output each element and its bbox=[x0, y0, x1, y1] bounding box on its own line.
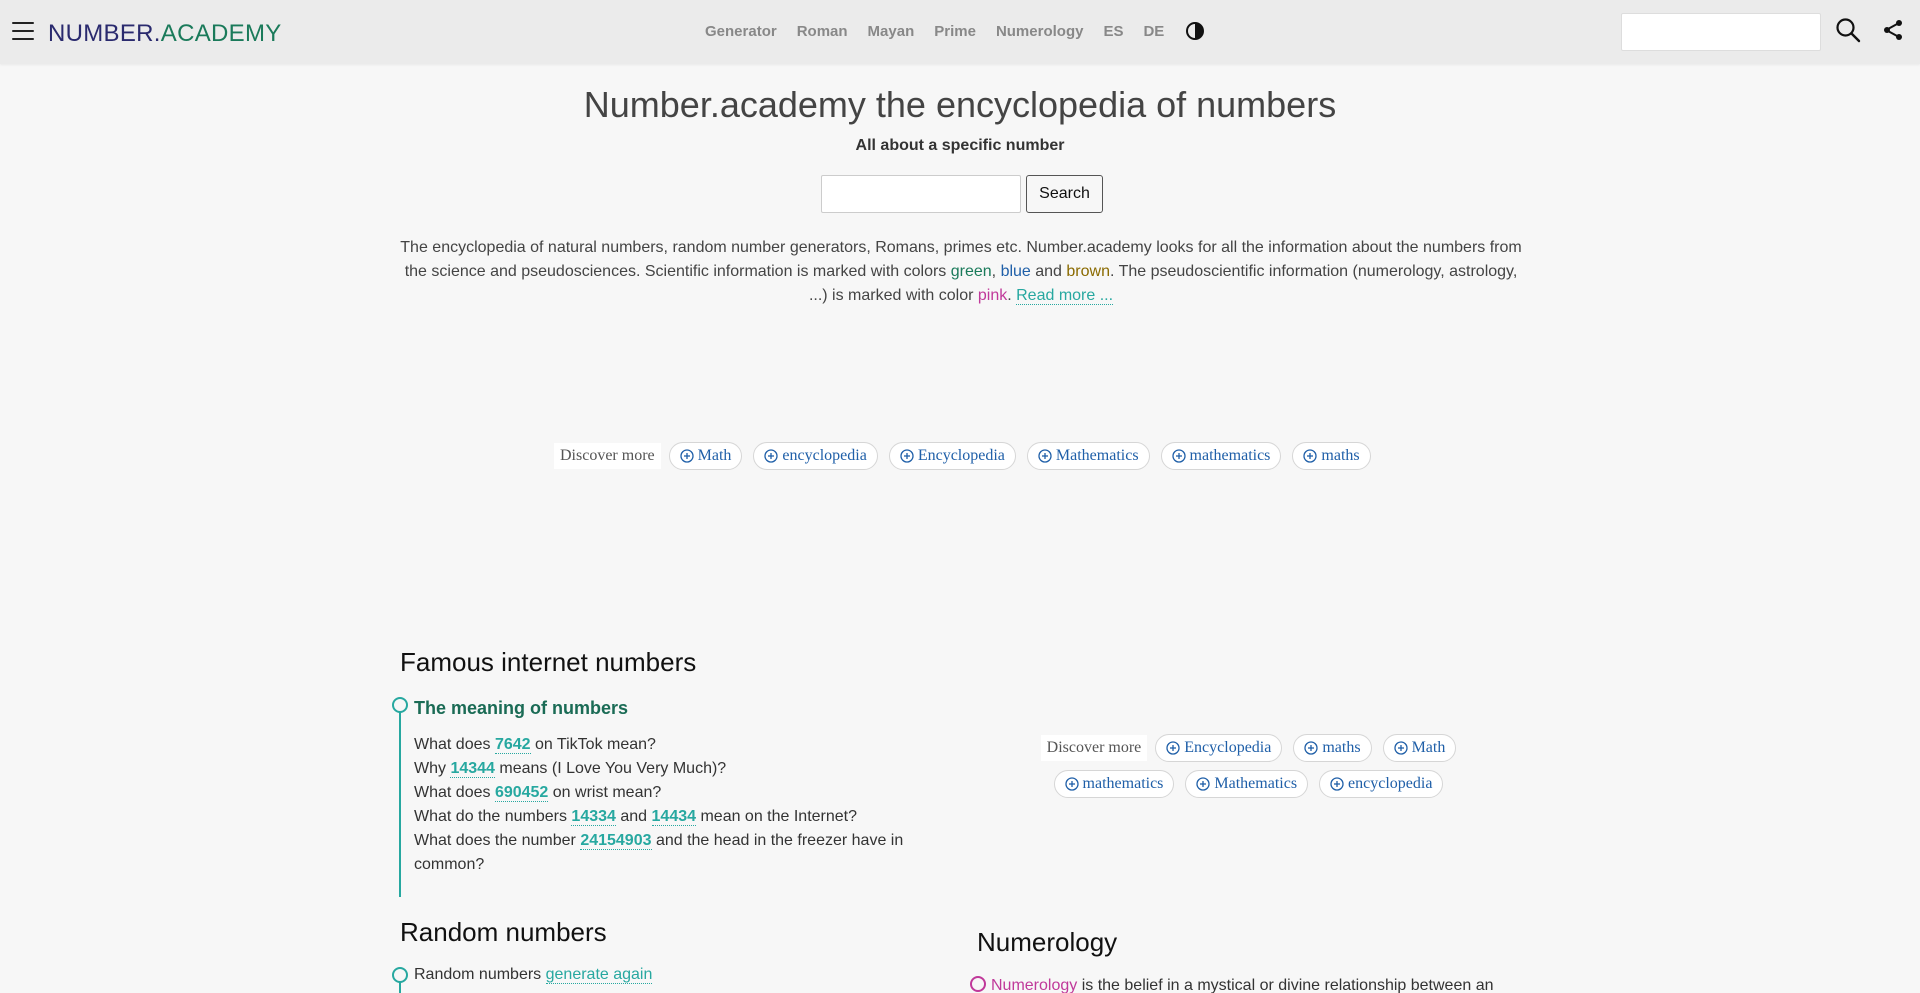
plus-circle-icon bbox=[1330, 777, 1344, 791]
nav-prime[interactable]: Prime bbox=[934, 23, 976, 40]
chip-encyclopedia[interactable] bbox=[753, 442, 877, 470]
plus-circle-icon bbox=[1172, 449, 1186, 463]
search-icon[interactable] bbox=[1835, 17, 1861, 43]
share-icon[interactable] bbox=[1881, 18, 1905, 42]
plus-circle-icon bbox=[1065, 777, 1079, 791]
question-item bbox=[414, 805, 934, 829]
plus-circle-icon bbox=[1303, 449, 1317, 463]
discover-more-1 bbox=[554, 442, 1382, 470]
discover-label: Discover more bbox=[554, 443, 661, 469]
question-text: What does the number bbox=[414, 832, 581, 849]
chip-encyclopedia[interactable] bbox=[1319, 770, 1443, 798]
plus-circle-icon bbox=[1304, 741, 1318, 755]
famous-questions-list bbox=[414, 733, 934, 877]
question-text: Why bbox=[414, 760, 451, 777]
question-text: What do the numbers bbox=[414, 808, 572, 825]
plus-circle-icon bbox=[680, 449, 694, 463]
chip-math[interactable] bbox=[669, 442, 743, 470]
chip-encyclopedia-cap[interactable] bbox=[889, 442, 1016, 470]
plus-circle-icon bbox=[1166, 741, 1180, 755]
plus-circle-icon bbox=[1196, 777, 1210, 791]
question-item bbox=[414, 733, 934, 757]
nav-mayan[interactable]: Mayan bbox=[867, 23, 915, 40]
plus-circle-icon bbox=[1038, 449, 1052, 463]
number-link[interactable]: 690452 bbox=[494, 784, 549, 801]
random-numbers-row bbox=[414, 966, 652, 984]
meaning-subheading: The meaning of numbers bbox=[414, 698, 629, 718]
chip-label: encyclopedia bbox=[1348, 775, 1433, 792]
number-link[interactable]: 7642 bbox=[494, 736, 531, 753]
numerology-text: is the belief in a mystical or divine relationship between an bbox=[1077, 977, 1494, 993]
chip-label: maths bbox=[1321, 447, 1360, 464]
chip-label: Math bbox=[1411, 739, 1446, 756]
header-search-input[interactable] bbox=[1621, 13, 1821, 51]
chip-label: Mathematics bbox=[1055, 447, 1139, 464]
number-link[interactable]: 14334 bbox=[571, 808, 616, 825]
random-text: Random numbers bbox=[414, 966, 546, 983]
nav-generator[interactable]: Generator bbox=[705, 23, 777, 40]
chip-label: encyclopedia bbox=[782, 447, 867, 464]
intro-text bbox=[398, 236, 1524, 308]
discover-label: Discover more bbox=[1041, 735, 1148, 761]
numerology-link[interactable]: Numerology bbox=[991, 977, 1078, 993]
numerology-heading: Numerology bbox=[977, 927, 1118, 957]
search-button[interactable]: Search bbox=[1026, 175, 1103, 213]
nav-numerology[interactable]: Numerology bbox=[995, 23, 1084, 40]
chip-math[interactable] bbox=[1383, 734, 1457, 762]
intro-sep: . bbox=[1007, 287, 1017, 304]
random-numbers-heading: Random numbers bbox=[400, 917, 607, 947]
question-text: What does bbox=[414, 784, 495, 801]
intro-sep: , bbox=[991, 263, 1001, 280]
number-link[interactable]: 14434 bbox=[651, 808, 697, 825]
color-brown-label: brown bbox=[1066, 263, 1110, 280]
plus-circle-icon bbox=[900, 449, 914, 463]
question-text: and the head in the freezer have in common? bbox=[414, 832, 904, 873]
timeline-bullet bbox=[392, 967, 408, 983]
question-text: on wrist mean? bbox=[548, 784, 662, 801]
plus-circle-icon bbox=[764, 449, 778, 463]
color-blue-label: blue bbox=[1000, 263, 1031, 280]
discover-more-2 bbox=[976, 734, 1532, 798]
site-logo[interactable] bbox=[48, 20, 282, 48]
page-title: Number.academy the encyclopedia of numbers bbox=[583, 84, 1337, 125]
number-search-input[interactable] bbox=[821, 175, 1021, 213]
top-navbar bbox=[0, 0, 1920, 64]
chip-mathematics[interactable] bbox=[1161, 442, 1282, 470]
question-text: means (I Love You Very Much)? bbox=[494, 760, 727, 777]
chip-label: mathematics bbox=[1189, 447, 1271, 464]
chip-mathematics-cap[interactable] bbox=[1185, 770, 1308, 798]
question-text: What does bbox=[414, 736, 495, 753]
question-item bbox=[414, 829, 934, 877]
timeline-line bbox=[399, 705, 401, 897]
timeline-bullet bbox=[392, 697, 408, 713]
chip-label: mathematics bbox=[1082, 775, 1164, 792]
chip-mathematics-cap[interactable] bbox=[1027, 442, 1150, 470]
timeline-bullet bbox=[970, 976, 986, 992]
menu-icon[interactable] bbox=[12, 22, 34, 42]
color-green-label: green bbox=[950, 263, 992, 280]
main-nav bbox=[705, 22, 1205, 41]
chip-label: maths bbox=[1322, 739, 1361, 756]
page-subtitle: All about a specific number bbox=[855, 137, 1065, 154]
question-item bbox=[414, 781, 934, 805]
nav-lang-es[interactable]: ES bbox=[1103, 23, 1124, 40]
question-item bbox=[414, 757, 934, 781]
chip-encyclopedia-cap[interactable] bbox=[1155, 734, 1282, 762]
chip-mathematics[interactable] bbox=[1054, 770, 1175, 798]
chip-maths[interactable] bbox=[1292, 442, 1370, 470]
question-text: mean on the Internet? bbox=[696, 808, 858, 825]
chip-label: Encyclopedia bbox=[1184, 739, 1272, 756]
chip-label: Math bbox=[697, 447, 732, 464]
generate-again-link[interactable]: generate again bbox=[545, 966, 653, 983]
read-more-link[interactable]: Read more ... bbox=[1016, 287, 1114, 304]
number-link[interactable]: 14344 bbox=[450, 760, 495, 777]
nav-roman[interactable]: Roman bbox=[796, 23, 848, 40]
contrast-toggle-icon[interactable] bbox=[1185, 21, 1205, 41]
nav-lang-de[interactable]: DE bbox=[1143, 23, 1165, 40]
logo-part1: NUMBER. bbox=[48, 20, 161, 47]
number-link[interactable]: 24154903 bbox=[580, 832, 652, 849]
color-pink-label: pink bbox=[977, 287, 1008, 304]
question-text: on TikTok mean? bbox=[530, 736, 656, 753]
numerology-intro bbox=[991, 977, 1494, 993]
chip-label: Encyclopedia bbox=[917, 447, 1005, 464]
intro-part2: . The pseudoscientific information (numerology, astrology, ...) is marked with color bbox=[808, 263, 1518, 304]
plus-circle-icon bbox=[1394, 741, 1408, 755]
famous-numbers-heading: Famous internet numbers bbox=[400, 647, 697, 677]
question-text: and bbox=[615, 808, 652, 825]
logo-part2: ACADEMY bbox=[160, 20, 282, 47]
intro-sep: and bbox=[1030, 263, 1067, 280]
chip-label: Mathematics bbox=[1214, 775, 1298, 792]
chip-maths[interactable] bbox=[1293, 734, 1371, 762]
intro-part1: The encyclopedia of natural numbers, random number generators, Romans, primes etc. Number.academy looks for all the information about the numbers from the science and pseudosciences. Scientific information is marked with colors bbox=[400, 239, 1522, 280]
